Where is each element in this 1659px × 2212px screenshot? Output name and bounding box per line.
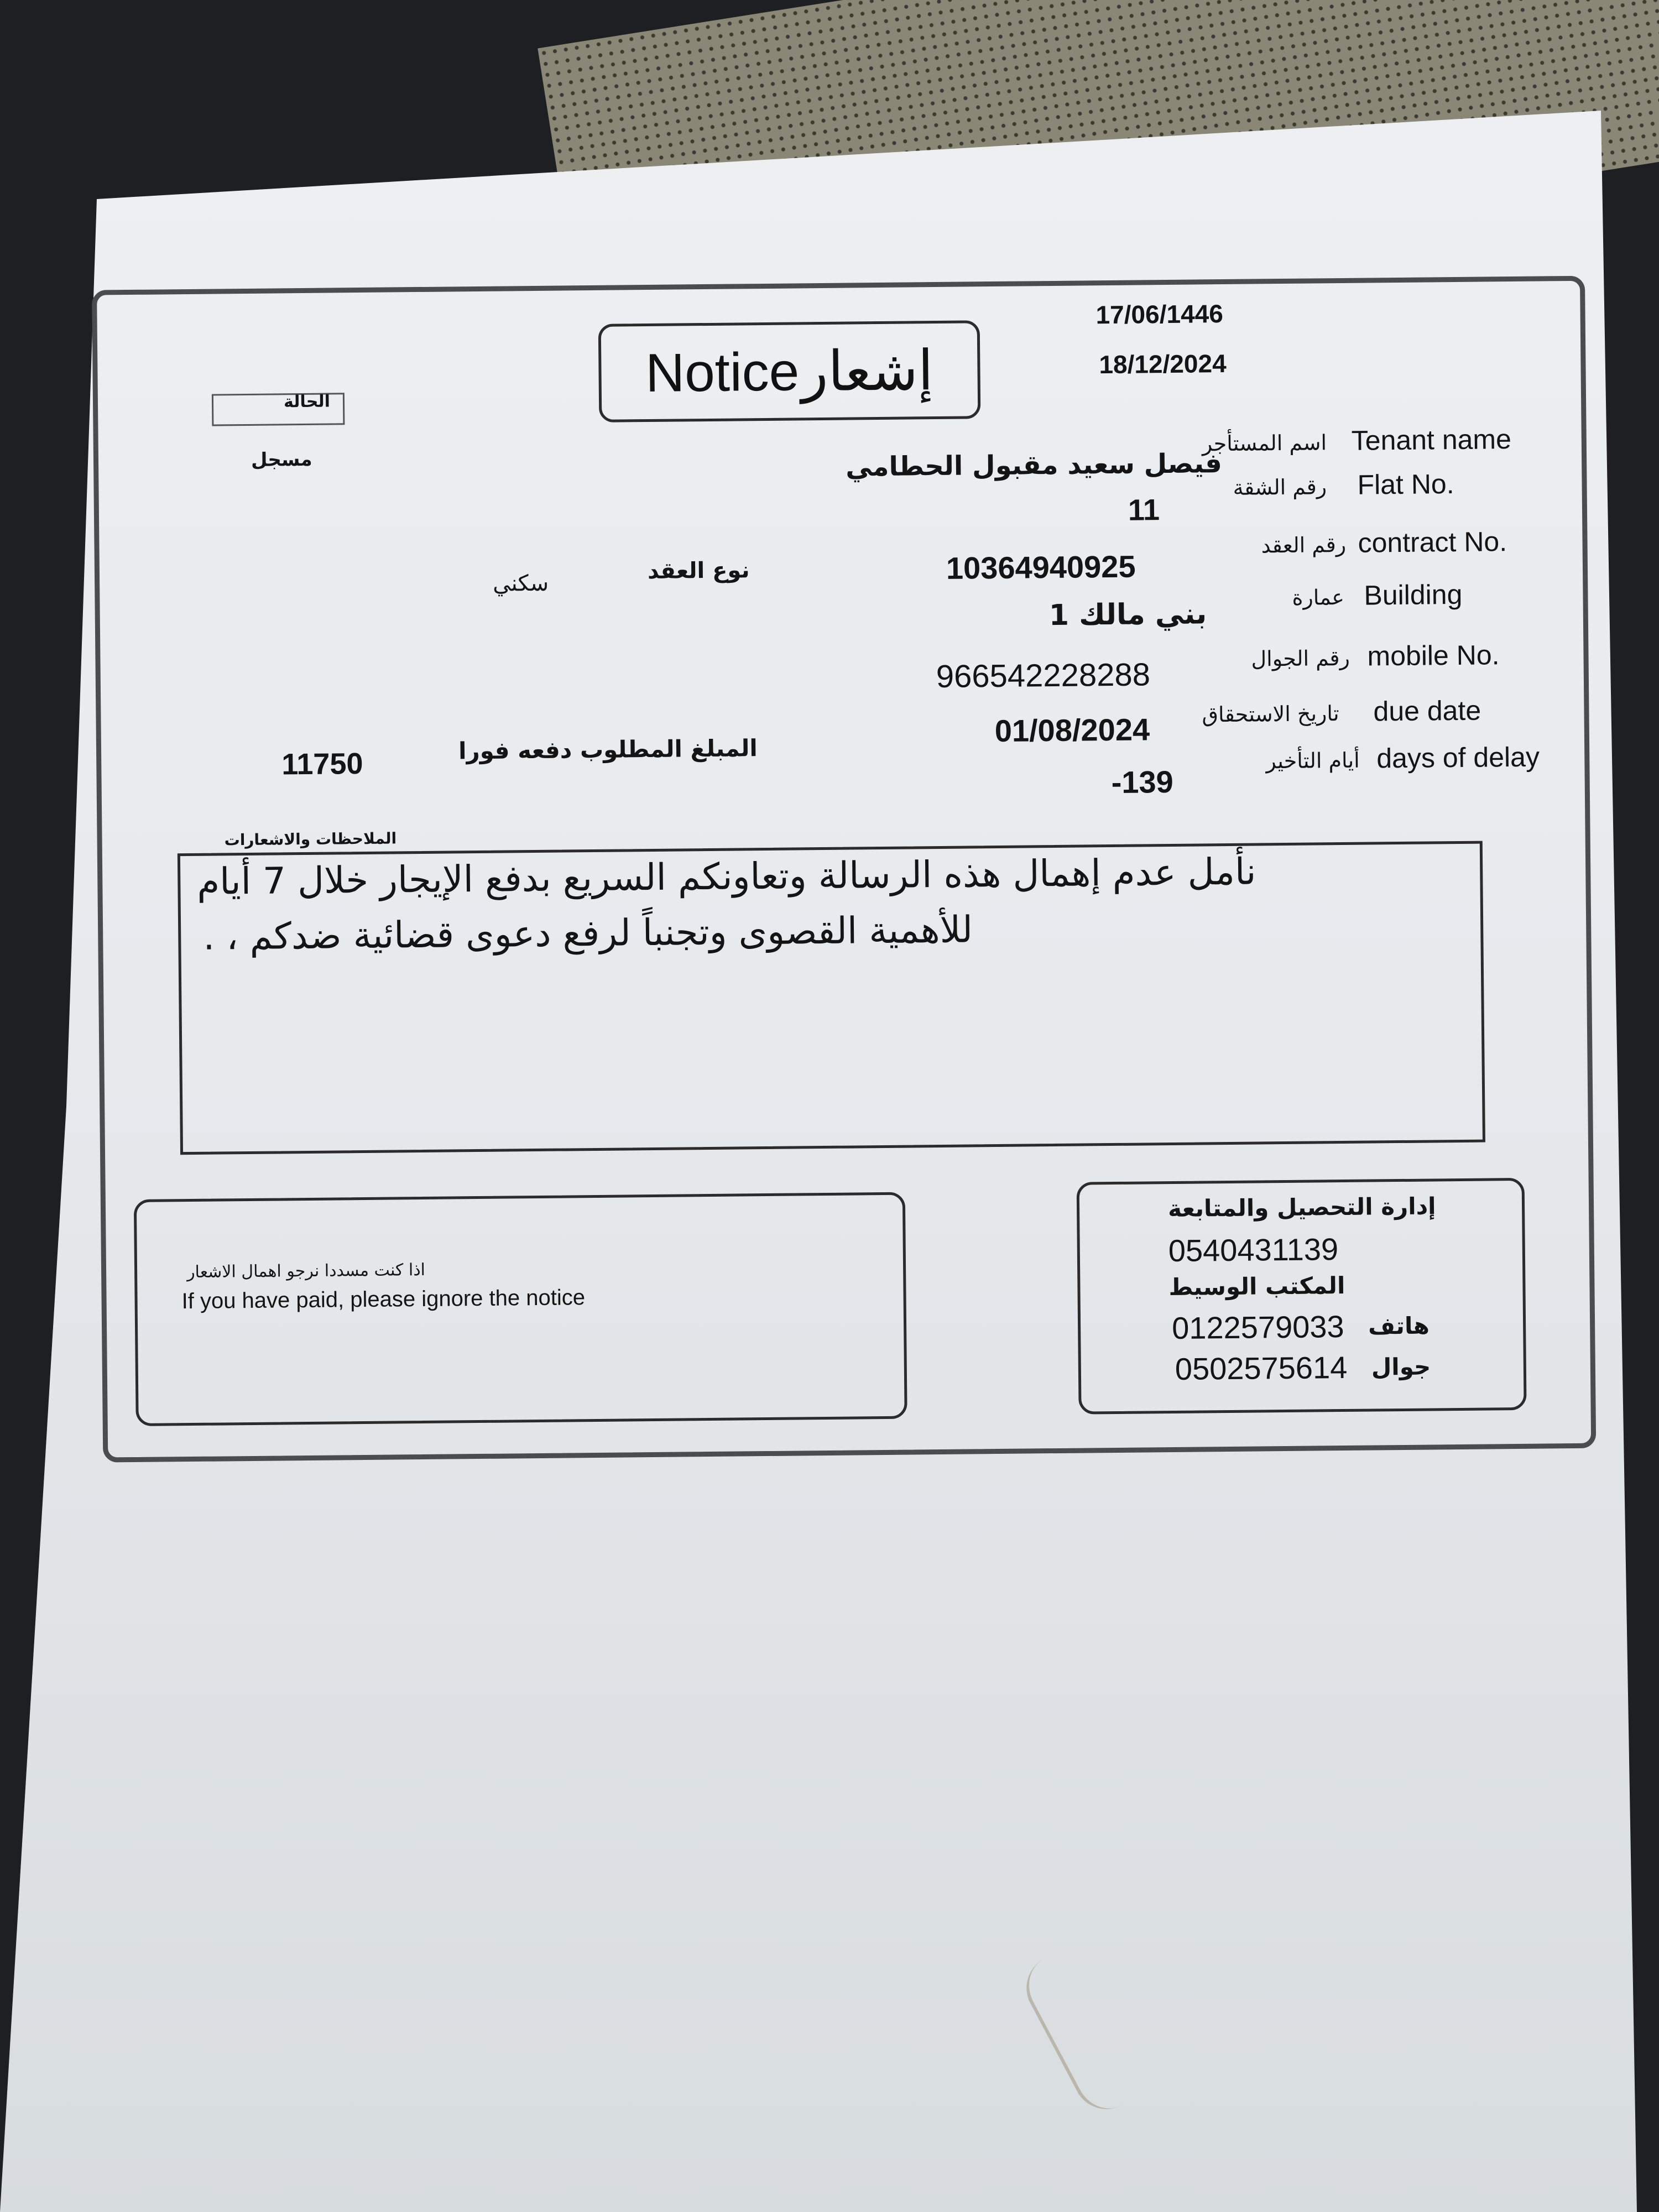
- contact-dept: إدارة التحصيل والمتابعة: [1167, 1192, 1436, 1223]
- contact-mobile: 0502575614: [1175, 1349, 1348, 1386]
- due-date-value: 01/08/2024: [994, 712, 1150, 749]
- contact-phone: 0122579033: [1171, 1309, 1344, 1345]
- days-delay-label-en: days of delay: [1376, 741, 1540, 774]
- contract-no-label-en: contract No.: [1358, 526, 1507, 559]
- amount-due-label: المبلغ المطلوب دفعه فورا: [458, 734, 758, 765]
- contact-office: المكتب الوسيط: [1168, 1271, 1345, 1301]
- days-delay-value: -139: [1111, 764, 1174, 800]
- building-value: بني مالك 1: [1048, 597, 1207, 633]
- flat-no-label-en: Flat No.: [1357, 468, 1454, 500]
- mobile-no-label-ar: رقم الجوال: [1251, 645, 1350, 671]
- contract-type-label: نوع العقد: [647, 557, 750, 585]
- flat-no-value: 11: [1128, 493, 1160, 527]
- paid-notice-box: [134, 1192, 907, 1426]
- paid-notice-ar: اذا كنت مسددا نرجو اهمال الاشعار: [186, 1260, 426, 1282]
- tenant-name-label-en: Tenant name: [1351, 424, 1512, 456]
- status-value: مسجل: [251, 448, 312, 471]
- amount-due-value: 11750: [281, 747, 363, 781]
- contact-mobile-label: جوال: [1371, 1353, 1431, 1381]
- contact-phone-label: هاتف: [1368, 1312, 1430, 1340]
- paid-notice-en: If you have paid, please ignore the notice: [181, 1285, 586, 1314]
- tenant-name-value: فيصل سعيد مقبول الحطامي: [845, 448, 1223, 483]
- title-en: Notice: [645, 340, 800, 403]
- title-box: [598, 320, 981, 422]
- due-date-label-en: due date: [1373, 695, 1481, 727]
- tenant-name-label-ar: اسم المستأجر: [1202, 430, 1327, 456]
- contact-dept-phone: 0540431139: [1168, 1232, 1339, 1269]
- flat-no-label-ar: رقم الشقة: [1233, 474, 1327, 500]
- mobile-no-label-en: mobile No.: [1367, 639, 1500, 672]
- date-gregorian: 18/12/2024: [1099, 348, 1227, 379]
- notes-line-2: للأهمية القصوى وتجنباً لرفع دعوى قضائية ضدكم ، .: [202, 908, 973, 958]
- date-hijri: 17/06/1446: [1095, 299, 1224, 330]
- notes-line-1: نأمل عدم إهمال هذه الرسالة وتعاونكم السريع بدفع الإيجار خلال 7 أيام: [196, 850, 1256, 903]
- notice-form: [72, 215, 1632, 1501]
- contact-box: [1077, 1178, 1527, 1415]
- paper-crease: [1015, 1949, 1140, 2121]
- notes-label: الملاحظات والاشعارات: [224, 829, 397, 849]
- notes-box: [178, 841, 1485, 1155]
- contract-no-label-ar: رقم العقد: [1261, 532, 1347, 558]
- contract-no-value: 10364940925: [946, 549, 1136, 586]
- mobile-no-value: 966542228288: [936, 656, 1151, 695]
- status-label: الحالة: [283, 392, 331, 412]
- contract-type-value: سكني: [492, 570, 549, 597]
- days-delay-label-ar: أيام التأخير: [1266, 748, 1360, 774]
- building-label-ar: عمارة: [1292, 585, 1345, 610]
- due-date-label-ar: تاريخ الاستحقاق: [1202, 701, 1339, 727]
- title-ar: إشعار: [801, 337, 934, 404]
- building-label-en: Building: [1364, 578, 1463, 611]
